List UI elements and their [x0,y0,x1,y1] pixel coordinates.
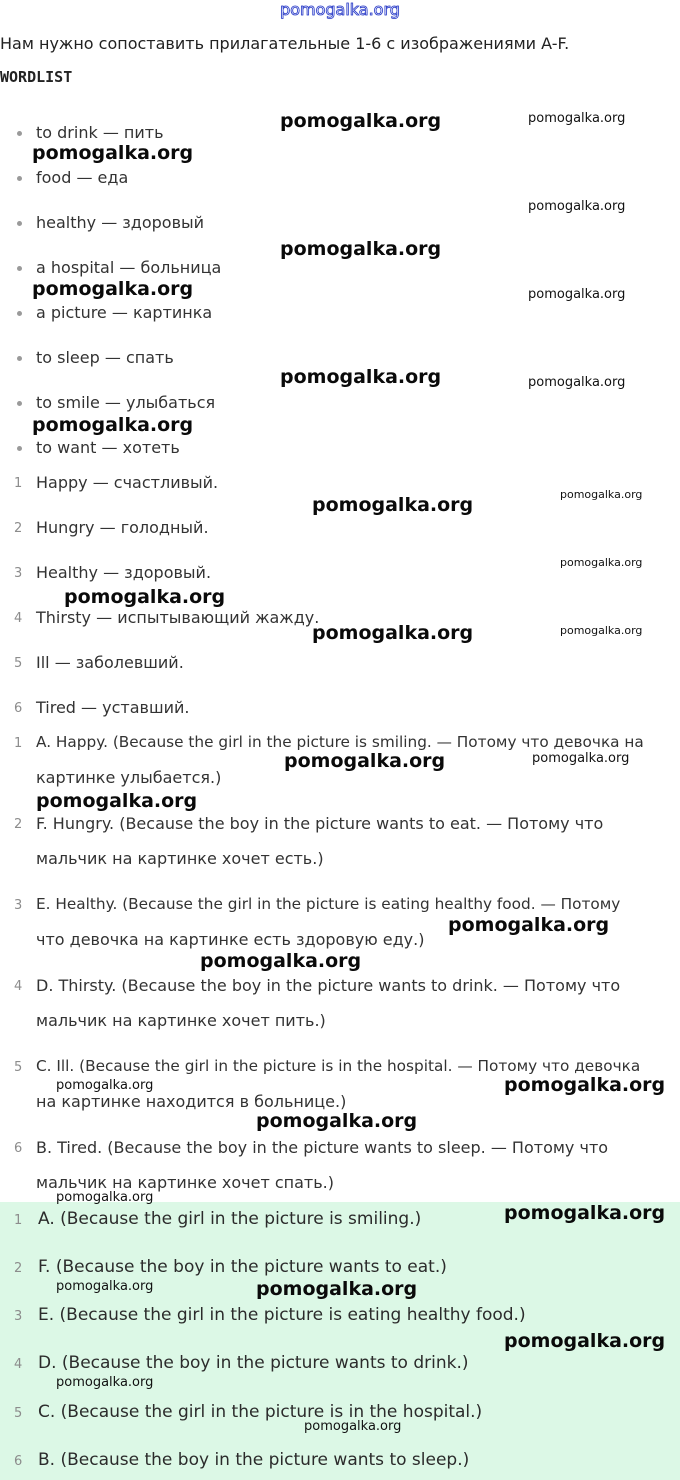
watermark: pomogalka.org [312,494,474,516]
watermark: pomogalka.org [504,1074,666,1096]
wordlist-item: to sleep — спать [36,348,174,367]
watermark: pomogalka.org [280,366,442,388]
answer-item: B. (Because the boy in the picture wants to sleep.) [38,1450,470,1470]
answer-item: F. (Because the boy in the picture wants to eat.) [38,1257,447,1277]
answer-item: A. (Because the girl in the picture is smiling.) [38,1209,422,1229]
watermark: pomogalka.org [56,1375,154,1390]
list-number: 1 [14,736,23,751]
watermark: pomogalka.org [64,586,226,608]
watermark: pomogalka.org [560,488,643,501]
list-number: 6 [14,701,23,716]
list-number: 2 [14,1261,23,1276]
adjective-item: Happy — счастливый. [36,473,219,492]
list-number: 2 [14,817,23,832]
list-number: 3 [14,898,23,913]
explanation-line: мальчик на картинке хочет пить.) [36,1011,326,1030]
watermark: pomogalka.org [56,1078,154,1093]
watermark: pomogalka.org [256,1278,418,1300]
list-number: 6 [14,1454,23,1469]
adjective-item: Tired — уставший. [36,698,190,717]
watermark: pomogalka.org [36,790,198,812]
wordlist-item: a hospital — больница [36,258,222,277]
watermark: pomogalka.org [532,751,630,766]
explanation-line: C. Ill. (Because the girl in the picture is in the hospital. — Потому что девочка [36,1057,641,1075]
watermark: pomogalka.org [448,914,610,936]
bullet-icon [17,356,22,361]
explanation-line: на картинке находится в больнице.) [36,1092,347,1111]
list-number: 4 [14,1357,23,1372]
watermark: pomogalka.org [528,287,626,302]
wordlist-item: healthy — здоровый [36,213,205,232]
watermark: pomogalka.org [304,1419,402,1434]
watermark: pomogalka.org [528,375,626,390]
list-number: 6 [14,1141,23,1156]
list-number: 1 [14,1213,23,1228]
wordlist-item: to smile — улыбаться [36,393,216,412]
list-number: 5 [14,1060,23,1075]
bullet-icon [17,311,22,316]
watermark: pomogalka.org [200,950,362,972]
adjective-item: Healthy — здоровый. [36,563,212,582]
header-watermark: pomogalka.org [280,0,400,19]
watermark: pomogalka.org [56,1279,154,1294]
adjective-item: Ill — заболевший. [36,653,184,672]
explanation-line: картинке улыбается.) [36,768,222,787]
answer-item: E. (Because the girl in the picture is eating healthy food.) [38,1305,526,1325]
list-number: 2 [14,521,23,536]
wordlist-item: food — еда [36,168,129,187]
explanation-line: F. Hungry. (Because the boy in the picture wants to eat. — Потому что [36,814,604,833]
watermark: pomogalka.org [504,1202,666,1224]
explanation-line: A. Happy. (Because the girl in the picture is smiling. — Потому что девочка на [36,733,644,751]
list-number: 3 [14,1309,23,1324]
list-number: 1 [14,476,23,491]
wordlist-item: to drink — пить [36,123,164,142]
watermark: pomogalka.org [312,622,474,644]
explanation-line: D. Thirsty. (Because the boy in the picture wants to drink. — Потому что [36,976,621,995]
bullet-icon [17,221,22,226]
list-number: 5 [14,656,23,671]
bullet-icon [17,401,22,406]
watermark: pomogalka.org [256,1110,418,1132]
explanation-line: мальчик на картинке хочет есть.) [36,849,324,868]
intro-text: Нам нужно сопоставить прилагательные 1-6 с изображениями A-F. [0,34,570,53]
bullet-icon [17,266,22,271]
explanation-line: E. Healthy. (Because the girl in the picture is eating healthy food. — Потому [36,895,621,913]
watermark: pomogalka.org [284,750,446,772]
wordlist-title: WORDLIST [0,68,73,86]
watermark: pomogalka.org [528,111,626,126]
list-number: 3 [14,566,23,581]
watermark: pomogalka.org [280,238,442,260]
bullet-icon [17,176,22,181]
list-number: 4 [14,979,23,994]
watermark: pomogalka.org [528,199,626,214]
wordlist-item: to want — хотеть [36,438,180,457]
list-number: 4 [14,611,23,626]
watermark: pomogalka.org [56,1190,154,1205]
watermark: pomogalka.org [504,1330,666,1352]
bullet-icon [17,446,22,451]
watermark: pomogalka.org [280,110,442,132]
explanation-line: мальчик на картинке хочет спать.) [36,1173,334,1192]
adjective-item: Hungry — голодный. [36,518,209,537]
watermark: pomogalka.org [560,556,643,569]
explanation-line: что девочка на картинке есть здоровую еду.) [36,930,425,949]
adjective-item: Thirsty — испытывающий жажду. [36,608,320,627]
watermark: pomogalka.org [32,278,194,300]
list-number: 5 [14,1406,23,1421]
answer-item: D. (Because the boy in the picture wants to drink.) [38,1353,469,1373]
watermark: pomogalka.org [32,142,194,164]
watermark: pomogalka.org [560,624,643,637]
bullet-icon [17,131,22,136]
answer-item: C. (Because the girl in the picture is in the hospital.) [38,1402,483,1422]
explanation-line: B. Tired. (Because the boy in the picture wants to sleep. — Потому что [36,1138,609,1157]
watermark: pomogalka.org [32,414,194,436]
wordlist-item: a picture — картинка [36,303,213,322]
